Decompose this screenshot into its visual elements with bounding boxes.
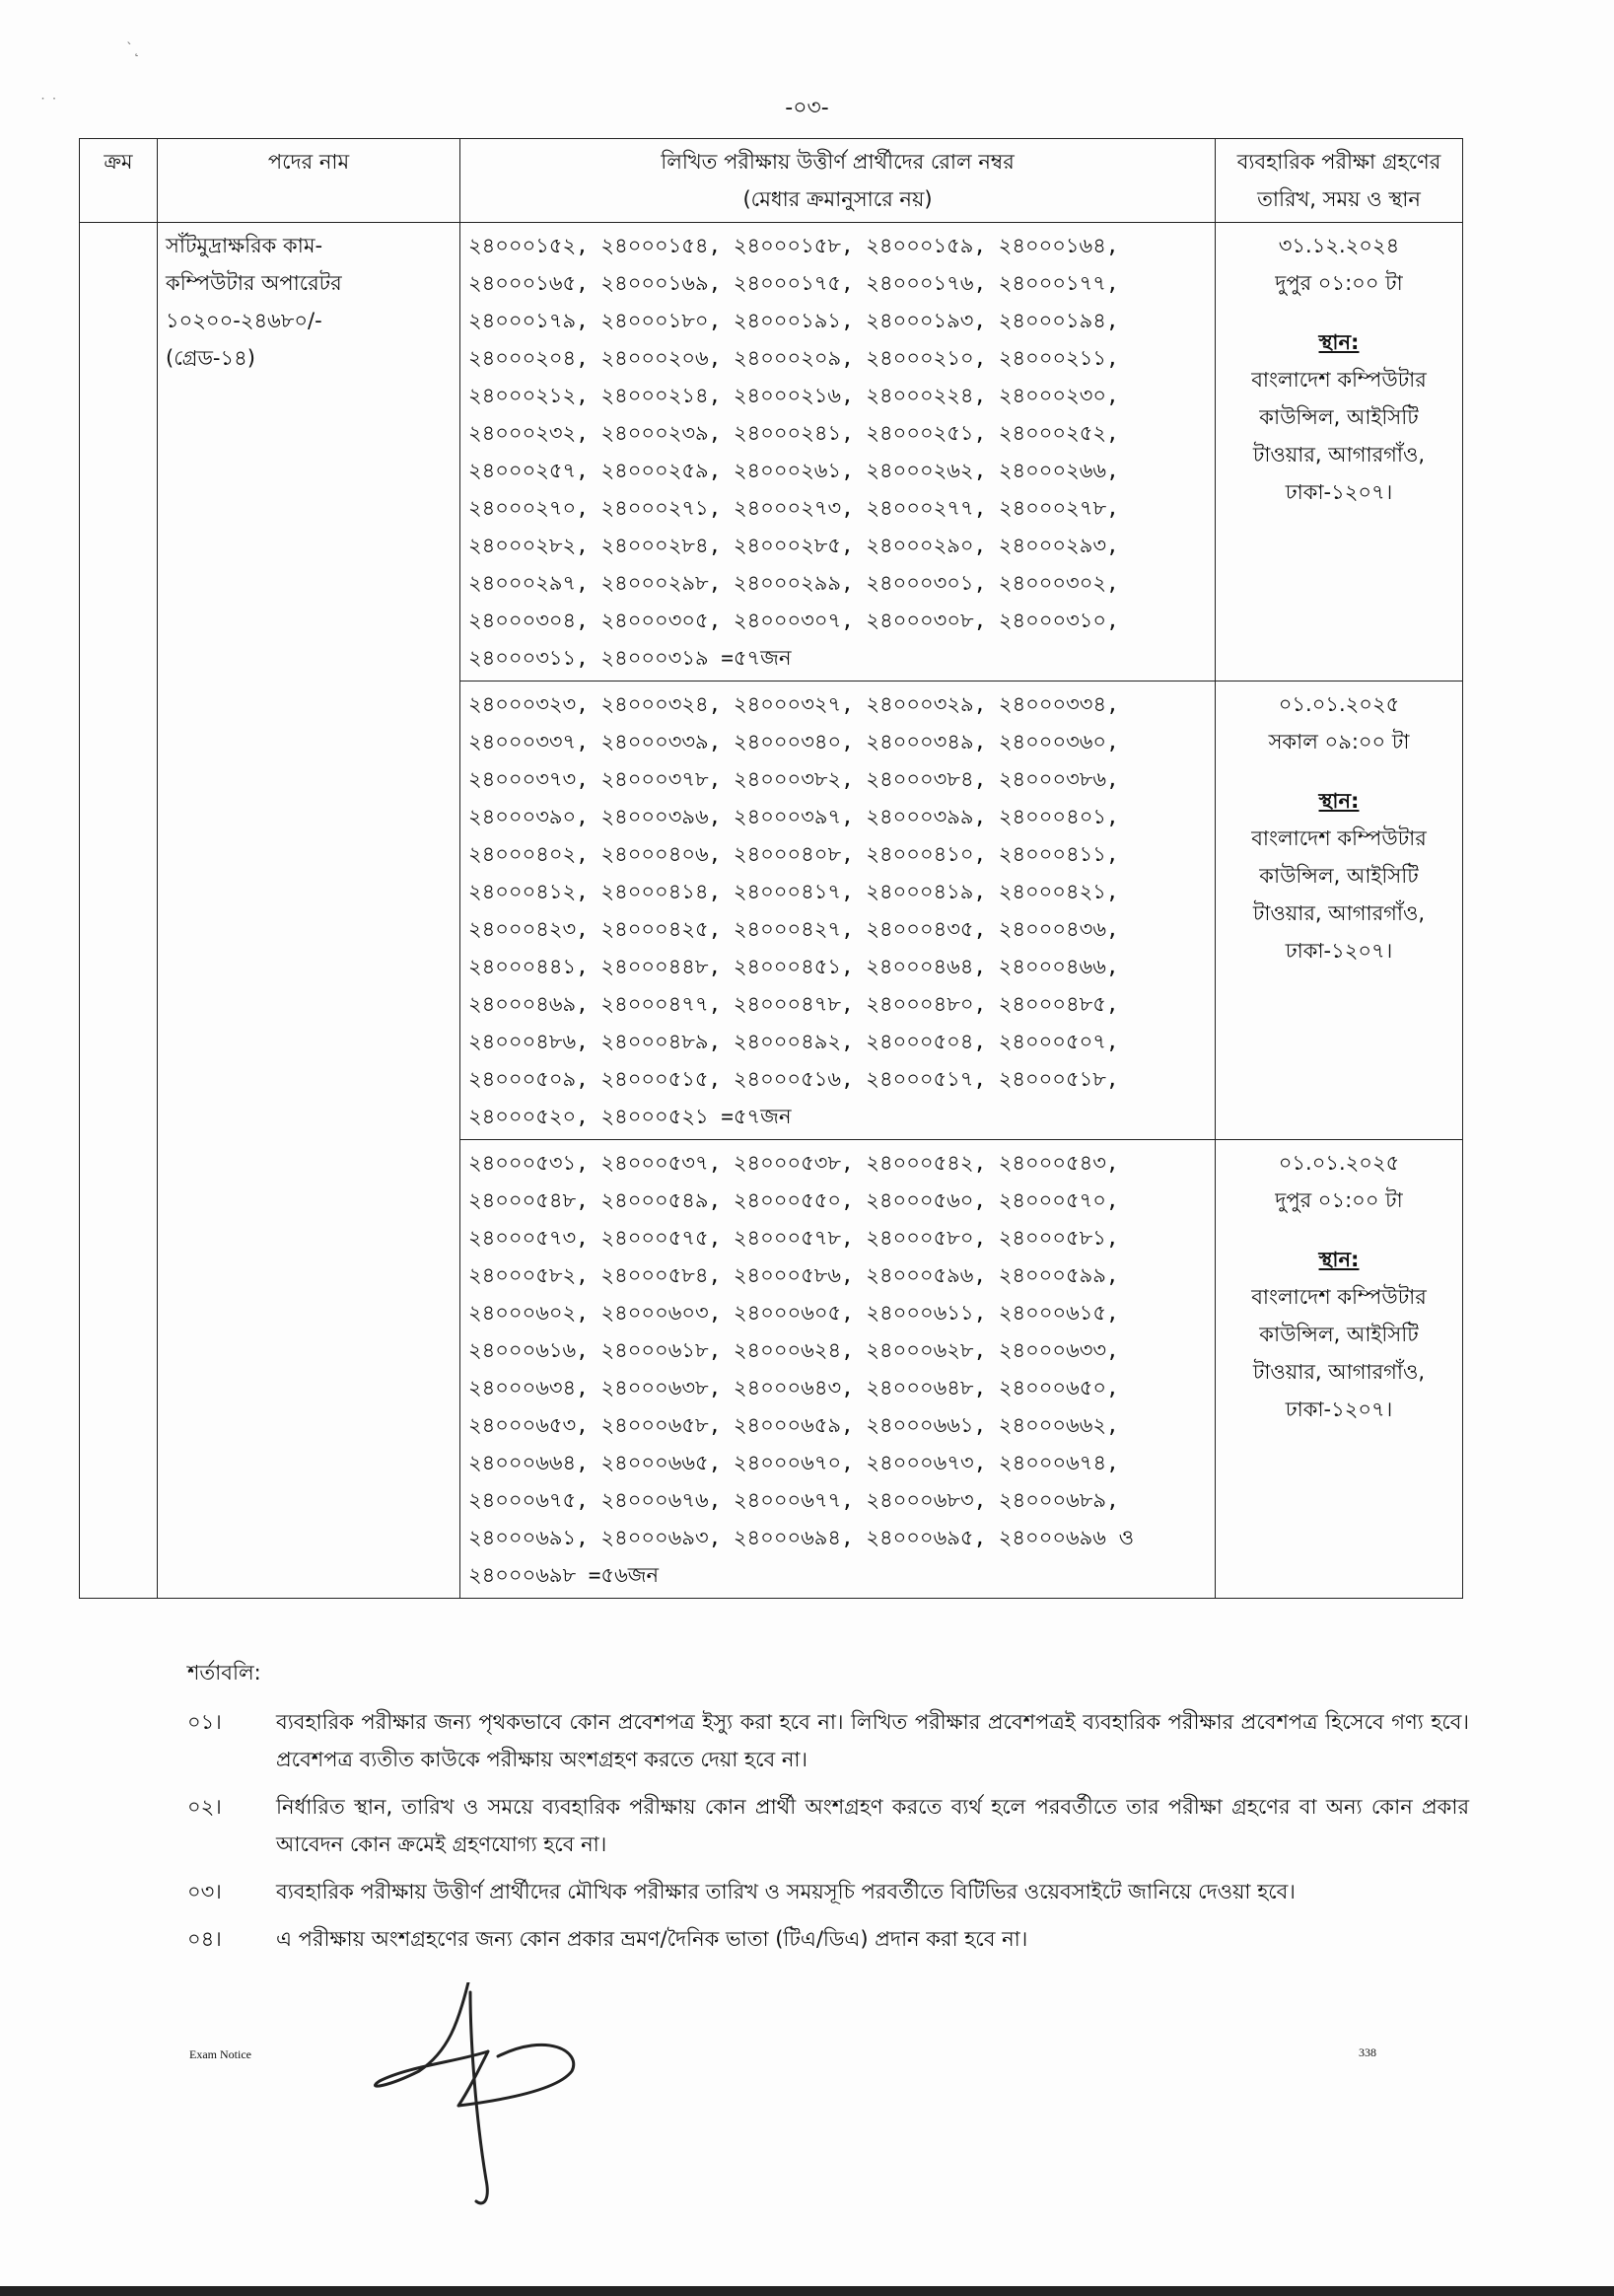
venue-line: কাউন্সিল, আইসিটি (1259, 864, 1419, 888)
signature (360, 1982, 675, 2213)
schedule-cell (1216, 1140, 1463, 1599)
scan-mark: ˋ˛ (126, 41, 140, 57)
roll-line: ২৪০০০৩৭৩, ২৪০০০৩৭৮, ২৪০০০৩৮২, ২৪০০০৩৮৪, ২৪০০০৩৮৬, (468, 767, 1119, 791)
scan-bottom-edge (0, 2286, 1614, 2296)
roll-line: ২৪০০০৪১২, ২৪০০০৪১৪, ২৪০০০৪১৭, ২৪০০০৪১৯, ২৪০০০৪২১, (468, 880, 1119, 903)
signature-scribble (360, 1982, 675, 2209)
condition-number: ০২। (187, 1795, 222, 1819)
roll-line: ২৪০০০১৭৯, ২৪০০০১৮০, ২৪০০০১৯১, ২৪০০০১৯৩, ২৪০০০১৯৪, (468, 309, 1119, 332)
serial-cell (80, 223, 158, 1599)
footer-left-text: Exam Notice (189, 2047, 251, 2061)
roll-list (460, 1140, 1216, 1599)
scan-mark: ˙ ˙ (39, 97, 58, 112)
roll-line: ২৪০০০১৫২, ২৪০০০১৫৪, ২৪০০০১৫৮, ২৪০০০১৫৯, ২৪০০০১৬৪, (468, 234, 1119, 257)
post-pay-scale: ১০২০০-২৪৬৮০/- (166, 309, 322, 332)
table-header-row (80, 139, 1463, 223)
results-table (79, 138, 1463, 1599)
roll-line: ২৪০০০৩৯০, ২৪০০০৩৯৬, ২৪০০০৩৯৭, ২৪০০০৩৯৯, ২৪০০০৪০১, (468, 805, 1119, 828)
roll-line: ২৪০০০৫৮২, ২৪০০০৫৮৪, ২৪০০০৫৮৬, ২৪০০০৫৯৬, ২৪০০০৫৯৯, (468, 1263, 1119, 1287)
venue-label: স্থান: (1318, 330, 1360, 354)
exam-time: দুপুর ০১:০০ টা (1275, 271, 1403, 295)
roll-line: ২৪০০০৫৩১, ২৪০০০৫৩৭, ২৪০০০৫৩৮, ২৪০০০৫৪২, ২৪০০০৫৪৩, (468, 1151, 1119, 1175)
roll-line: ২৪০০০১৬৫, ২৪০০০১৬৯, ২৪০০০১৭৫, ২৪০০০১৭৬, ২৪০০০১৭৭, (468, 271, 1119, 295)
footer-page-code: 338 (1359, 2045, 1376, 2059)
venue-line: টাওয়ার, আগারগাঁও, (1252, 443, 1426, 466)
venue-line: ঢাকা-১২০৭। (1285, 939, 1393, 963)
exam-time: সকাল ০৯:০০ টা (1268, 730, 1410, 753)
header-rolls-title: লিখিত পরীক্ষায় উত্তীর্ণ প্রার্থীদের রোল নম্বর (661, 150, 1015, 174)
conditions-section (187, 1657, 1469, 1968)
table-row (80, 223, 1463, 682)
roll-line: ২৪০০০৫৭৩, ২৪০০০৫৭৫, ২৪০০০৫৭৮, ২৪০০০৫৮০, ২৪০০০৫৮১, (468, 1226, 1119, 1250)
roll-line: ২৪০০০৪৮৬, ২৪০০০৪৮৯, ২৪০০০৪৯২, ২৪০০০৫০৪, ২৪০০০৫০৭, (468, 1030, 1119, 1053)
roll-line: ২৪০০০২৯৭, ২৪০০০২৯৮, ২৪০০০২৯৯, ২৪০০০৩০১, ২৪০০০৩০২, (468, 571, 1119, 595)
roll-line: ২৪০০০৬৯১, ২৪০০০৬৯৩, ২৪০০০৬৯৪, ২৪০০০৬৯৫, ২৪০০০৬৯৬ ও (468, 1526, 1135, 1549)
header-serial: ক্রম (80, 139, 158, 223)
venue-label: স্থান: (1318, 1248, 1360, 1271)
roll-line: ২৪০০০৬৫৩, ২৪০০০৬৫৮, ২৪০০০৬৫৯, ২৪০০০৬৬১, ২৪০০০৬৬২, (468, 1413, 1119, 1437)
roll-line: ২৪০০০৬৩৪, ২৪০০০৬৩৮, ২৪০০০৬৪৩, ২৪০০০৬৪৮, ২৪০০০৬৫০, (468, 1376, 1119, 1399)
conditions-title: শর্তাবলি: (187, 1661, 261, 1685)
roll-line: ২৪০০০৪৪১, ২৪০০০৪৪৮, ২৪০০০৪৫১, ২৪০০০৪৬৪, ২৪০০০৪৬৬, (468, 955, 1119, 978)
roll-line: ২৪০০০৪২৩, ২৪০০০৪২৫, ২৪০০০৪২৭, ২৪০০০৪৩৫, ২৪০০০৪৩৬, (468, 917, 1119, 941)
roll-line: ২৪০০০৩২৩, ২৪০০০৩২৪, ২৪০০০৩২৭, ২৪০০০৩২৯, ২৪০০০৩৩৪, (468, 692, 1119, 716)
roll-line: ২৪০০০২১২, ২৪০০০২১৪, ২৪০০০২১৬, ২৪০০০২২৪, ২৪০০০২৩০, (468, 384, 1119, 407)
roll-line: ২৪০০০৪৬৯, ২৪০০০৪৭৭, ২৪০০০৪৭৮, ২৪০০০৪৮০, ২৪০০০৪৮৫, (468, 992, 1119, 1016)
roll-line: ২৪০০০৬৬৪, ২৪০০০৬৬৫, ২৪০০০৬৭০, ২৪০০০৬৭৩, ২৪০০০৬৭৪, (468, 1451, 1119, 1474)
condition-number: ০১। (187, 1710, 222, 1734)
venue-line: কাউন্সিল, আইসিটি (1259, 1323, 1419, 1346)
exam-time: দুপুর ০১:০০ টা (1275, 1188, 1403, 1212)
condition-number: ০৪। (187, 1927, 222, 1951)
roll-line: ২৪০০০৩৩৭, ২৪০০০৩৩৯, ২৪০০০৩৪০, ২৪০০০৩৪৯, ২৪০০০৩৬০, (468, 730, 1119, 753)
roll-line: ২৪০০০৫৪৮, ২৪০০০৫৪৯, ২৪০০০৫৫০, ২৪০০০৫৬০, ২৪০০০৫৭০, (468, 1188, 1119, 1212)
venue-line: বাংলাদেশ কম্পিউটার (1251, 1285, 1427, 1309)
roll-line: ২৪০০০৬১৬, ২৪০০০৬১৮, ২৪০০০৬২৪, ২৪০০০৬২৮, ২৪০০০৬৩৩, (468, 1338, 1119, 1362)
condition-text: নির্ধারিত স্থান, তারিখ ও সময়ে ব্যবহারিক পরীক্ষায় কোন প্রার্থী অংশগ্রহণ করতে ব্যর্থ হলে পরবর্তীতে তার পরীক্ষা গ্রহণের বা অন্য কোন প্রকার আবেদন কোন ক্রমেই গ্রহণযোগ্য হবে না। (276, 1795, 1469, 1856)
roll-line: ২৪০০০২৮২, ২৪০০০২৮৪, ২৪০০০২৮৫, ২৪০০০২৯০, ২৪০০০২৯৩, (468, 534, 1119, 557)
condition-item (187, 1788, 1469, 1863)
roll-line: ২৪০০০৩০৪, ২৪০০০৩০৫, ২৪০০০৩০৭, ২৪০০০৩০৮, ২৪০০০৩১০, (468, 609, 1119, 632)
roll-line: ২৪০০০৩১১, ২৪০০০৩১৯ =৫৭জন (468, 646, 792, 670)
venue-line: ঢাকা-১২০৭। (1285, 480, 1393, 504)
condition-item (187, 1873, 1469, 1910)
condition-item (187, 1920, 1469, 1958)
roll-line: ২৪০০০৪০২, ২৪০০০৪০৬, ২৪০০০৪০৮, ২৪০০০৪১০, ২৪০০০৪১১, (468, 842, 1119, 866)
venue-line: টাওয়ার, আগারগাঁও, (1252, 1360, 1426, 1384)
exam-date: ৩১.১২.২০২৪ (1278, 234, 1400, 257)
post-grade: (গ্রেড-১৪) (166, 346, 255, 370)
roll-line: ২৪০০০৬৭৫, ২৪০০০৬৭৬, ২৪০০০৬৭৭, ২৪০০০৬৮৩, ২৪০০০৬৮৯, (468, 1488, 1119, 1512)
condition-text: ব্যবহারিক পরীক্ষার জন্য পৃথকভাবে কোন প্রবেশপত্র ইস্যু করা হবে না। লিখিত পরীক্ষার প্রবেশপত্রই ব্যবহারিক পরীক্ষার প্রবেশপত্র হিসেবে গণ্য হবে। প্রবেশপত্র ব্যতীত কাউকে পরীক্ষায় অংশগ্রহণ করতে দেয়া হবে না। (276, 1710, 1469, 1771)
condition-number: ০৩। (187, 1880, 222, 1903)
venue-line: কাউন্সিল, আইসিটি (1259, 405, 1419, 429)
roll-line: ২৪০০০২০৪, ২৪০০০২০৬, ২৪০০০২০৯, ২৪০০০২১০, ২৪০০০২১১, (468, 346, 1119, 370)
roll-line: ২৪০০০৬০২, ২৪০০০৬০৩, ২৪০০০৬০৫, ২৪০০০৬১১, ২৪০০০৬১৫, (468, 1301, 1119, 1325)
condition-item (187, 1703, 1469, 1778)
schedule-cell (1216, 223, 1463, 682)
venue-line: টাওয়ার, আগারগাঁও, (1252, 901, 1426, 925)
post-cell (158, 223, 460, 1599)
roll-line: ২৪০০০২৩২, ২৪০০০২৩৯, ২৪০০০২৪১, ২৪০০০২৫১, ২৪০০০২৫২, (468, 421, 1119, 445)
header-rolls-subtitle: (মেধার ক্রমানুসারে নয়) (742, 187, 933, 211)
condition-text: ব্যবহারিক পরীক্ষায় উত্তীর্ণ প্রার্থীদের মৌখিক পরীক্ষার তারিখ ও সময়সূচি পরবর্তীতে বিটিভির ওয়েবসাইটে জানিয়ে দেওয়া হবে। (276, 1880, 1296, 1903)
roll-line: ২৪০০০৫০৯, ২৪০০০৫১৫, ২৪০০০৫১৬, ২৪০০০৫১৭, ২৪০০০৫১৮, (468, 1067, 1119, 1091)
header-schedule: ব্যবহারিক পরীক্ষা গ্রহণের তারিখ, সময় ও স্থান (1216, 139, 1463, 223)
venue-label: স্থান: (1318, 789, 1360, 813)
roll-line: ২৪০০০২৫৭, ২৪০০০২৫৯, ২৪০০০২৬১, ২৪০০০২৬২, ২৪০০০২৬৬, (468, 459, 1119, 482)
roll-list (460, 682, 1216, 1140)
header-post: পদের নাম (158, 139, 460, 223)
roll-line: ২৪০০০৫২০, ২৪০০০৫২১ =৫৭জন (468, 1105, 792, 1128)
page-number: -০৩- (785, 96, 829, 120)
post-line: কম্পিউটার অপারেটর (166, 271, 342, 295)
roll-list (460, 223, 1216, 682)
exam-date: ০১.০১.২০২৫ (1278, 1151, 1400, 1175)
roll-line: ২৪০০০৬৯৮ =৫৬জন (468, 1563, 660, 1587)
header-rolls (460, 139, 1216, 223)
post-line: সাঁটমুদ্রাক্ষরিক কাম- (166, 234, 323, 257)
venue-line: ঢাকা-১২০৭। (1285, 1398, 1393, 1421)
venue-line: বাংলাদেশ কম্পিউটার (1251, 826, 1427, 850)
exam-date: ০১.০১.২০২৫ (1278, 692, 1400, 716)
venue-line: বাংলাদেশ কম্পিউটার (1251, 368, 1427, 392)
condition-text: এ পরীক্ষায় অংশগ্রহণের জন্য কোন প্রকার ভ্রমণ/দৈনিক ভাতা (টিএ/ডিএ) প্রদান করা হবে না। (276, 1927, 1028, 1951)
schedule-cell (1216, 682, 1463, 1140)
roll-line: ২৪০০০২৭০, ২৪০০০২৭১, ২৪০০০২৭৩, ২৪০০০২৭৭, ২৪০০০২৭৮, (468, 496, 1119, 520)
